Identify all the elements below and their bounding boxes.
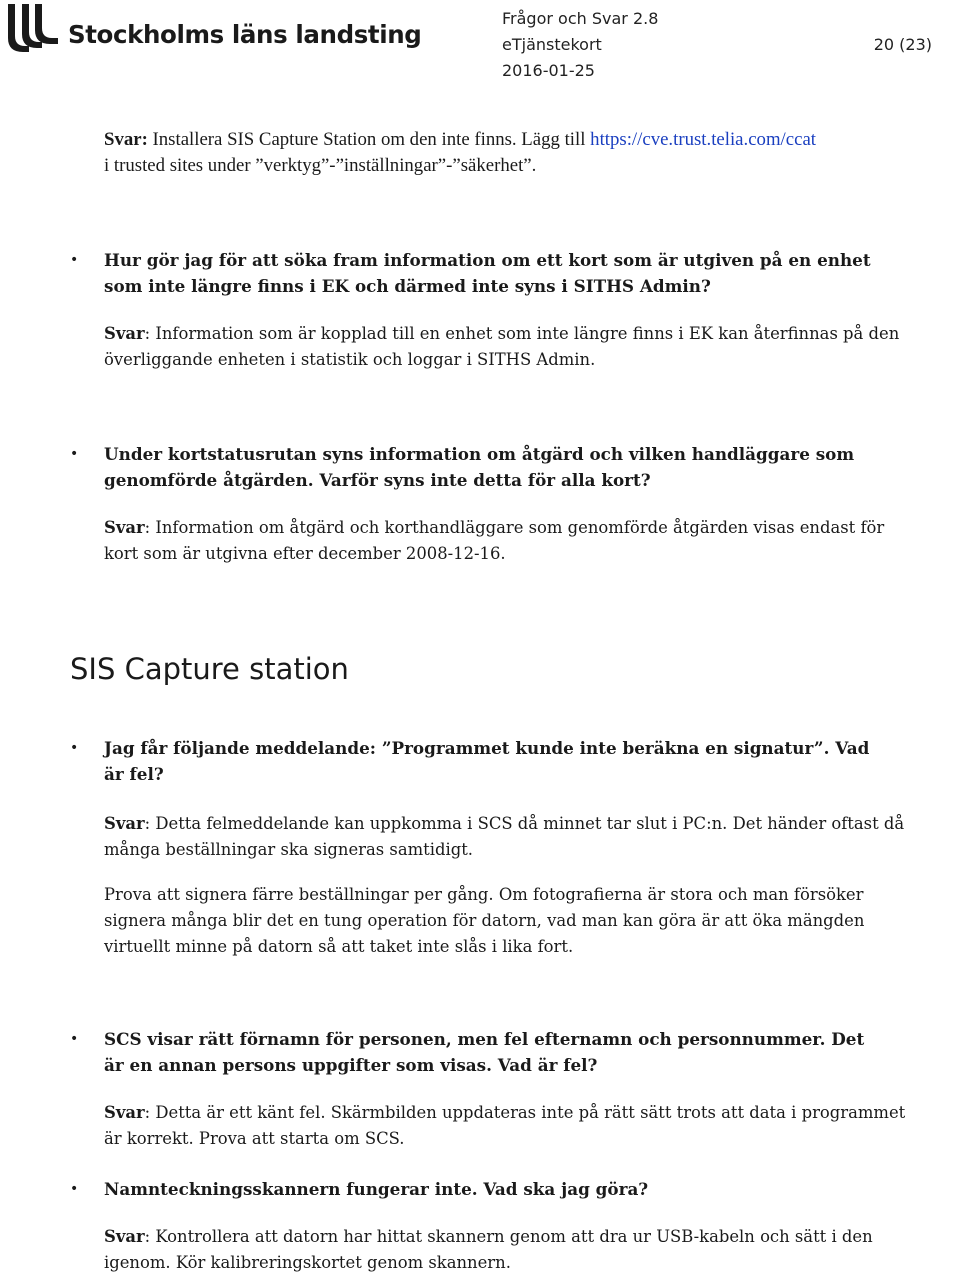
answer-1: Svar: Information som är kopplad till en enhet som inte längre finns i EK kan återfinnas på den överliggande enheten i statistik och loggar i SITHS Admin. bbox=[104, 324, 900, 369]
answer-4: Svar: Detta är ett känt fel. Skärmbilden uppdateras inte på rätt sätt trots att data i programmet är korrekt. Prova att starta om SCS. bbox=[104, 1103, 906, 1148]
page-number: 20 (23) bbox=[873, 35, 932, 54]
bullet-marker: • bbox=[70, 1031, 79, 1047]
answer-lead: Svar bbox=[104, 1227, 145, 1246]
question-2: Under kortstatusrutan syns information om åtgärd och vilken handläggare som genomförde åtgärden. Varför syns inte detta för alla kort? bbox=[104, 444, 855, 490]
question-4: SCS visar rätt förnamn för personen, men fel efternamn och personnummer. Det är en annan persons uppgifter som visas. Vad är fel? bbox=[104, 1029, 865, 1075]
bullet-marker: • bbox=[70, 446, 79, 462]
document-subject: eTjänstekort bbox=[502, 35, 602, 54]
answer-text: Installera SIS Capture Station om den inte finns. Lägg till bbox=[147, 129, 591, 150]
document-title: Frågor och Svar 2.8 bbox=[502, 9, 659, 28]
bullet-marker: • bbox=[70, 1181, 79, 1197]
answer-lead: Svar bbox=[104, 324, 145, 343]
sll-logo-mark-icon bbox=[4, 2, 60, 54]
trusted-site-link[interactable]: https://cve.trust.telia.com/ccat bbox=[590, 129, 816, 150]
intro-answer bbox=[104, 127, 960, 179]
question-1: Hur gör jag för att söka fram information om ett kort som är utgiven på en enhet som inte längre finns i EK och därmed inte syns i SITHS Admin? bbox=[104, 250, 871, 296]
answer-2: Svar: Information om åtgärd och korthandläggare som genomförde åtgärden visas endast för kort som är utgivna efter december 2008-12-16. bbox=[104, 518, 885, 563]
answer-lead: Svar bbox=[104, 518, 145, 537]
logo-wordmark: Stockholms läns landsting bbox=[68, 20, 422, 49]
answer-5: Svar: Kontrollera att datorn har hittat skannern genom att dra ur USB-kabeln och sätt i den igenom. Kör kalibreringskortet genom skannern. bbox=[104, 1227, 873, 1272]
answer-3-extra: Prova att signera färre beställningar per gång. Om fotografierna är stora och man försöker signera många blir det en tung operation för datorn, vad man kan göra är att öka mängden virtuellt minne på datorn så att taket inte slås i lika fort. bbox=[104, 885, 865, 956]
answer-3: Svar: Detta felmeddelande kan uppkomma i SCS då minnet tar slut i PC:n. Det händer oftast då många beställningar ska signeras samtidigt. bbox=[104, 814, 905, 859]
answer-lead: Svar bbox=[104, 814, 145, 833]
organization-logo bbox=[4, 2, 422, 56]
answer-lead: Svar: bbox=[104, 129, 148, 150]
bullet-marker: • bbox=[70, 740, 79, 756]
bullet-marker: • bbox=[70, 252, 79, 268]
answer-text-line2: i trusted sites under ”verktyg”-”inställningar”-”säkerhet”. bbox=[104, 155, 537, 176]
answer-lead: Svar bbox=[104, 1103, 145, 1122]
document-date: 2016-01-25 bbox=[502, 61, 595, 80]
section-heading: SIS Capture station bbox=[70, 652, 349, 686]
question-3: Jag får följande meddelande: ”Programmet kunde inte beräkna en signatur”. Vad är fel? bbox=[104, 738, 870, 784]
question-5: Namnteckningsskannern fungerar inte. Vad ska jag göra? bbox=[104, 1179, 649, 1199]
document-meta bbox=[502, 6, 658, 84]
